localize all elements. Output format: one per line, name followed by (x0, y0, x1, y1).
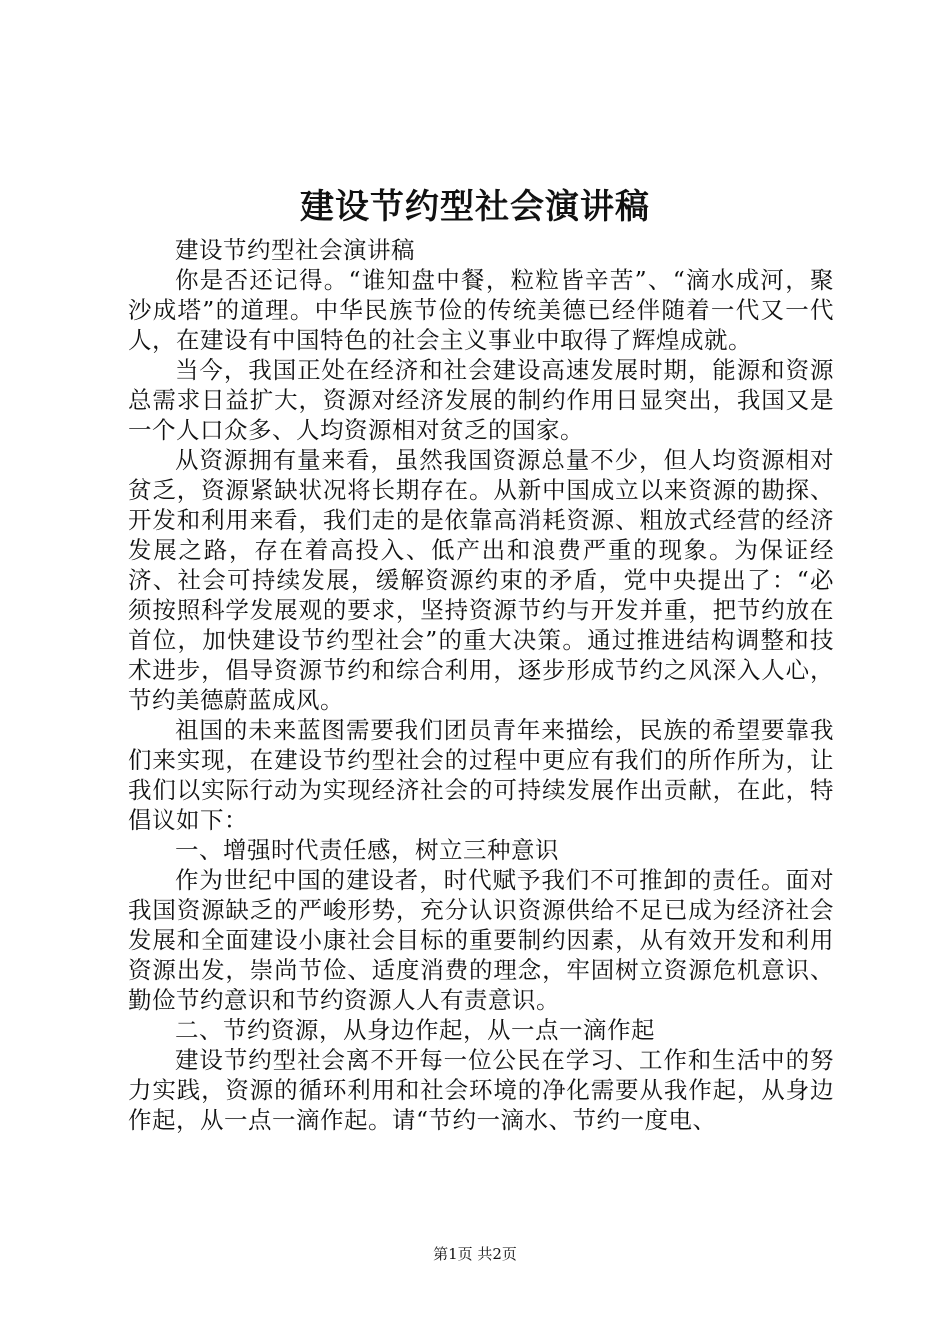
paragraph-resources: 从资源拥有量来看，虽然我国资源总量不少，但人均资源相对贫乏，资源紧缺状况将长期存在。从新中国成立以来资源的勘探、开发和利用来看，我们走的是依靠高消耗资源、粗放式经营的经济发展之路，存在着高投入、低产出和浪费严重的现象。为保证经济、社会可持续发展，缓解资源约束的矛盾，党中央提出了：“必须按照科学发展观的要求，坚持资源节约与开发并重，把节约放在首位，加快建设节约型社会”的重大决策。通过推进结构调整和技术进步，倡导资源节约和综合利用，逐步形成节约之风深入人心，节约美德蔚蓝成风。 (128, 446, 834, 714)
section-heading-1: 一、增强时代责任感，树立三种意识 (175, 836, 559, 864)
paragraph-intro: 你是否还记得。“谁知盘中餐，粒粒皆辛苦”、“滴水成河，聚沙成塔”的道理。中华民族节俭的传统美德已经伴随着一代又一代人，在建设有中国特色的社会主义事业中取得了辉煌成就。 (128, 266, 834, 354)
document-body (128, 235, 834, 1135)
paragraph-youth-call: 祖国的未来蓝图需要我们团员青年来描绘，民族的希望要靠我们来实现，在建设节约型社会的过程中更应有我们的所作所为，让我们以实际行动为实现经济社会的可持续发展作出贡献，在此，特倡议如下： (128, 716, 834, 834)
section-heading-2: 二、节约资源，从身边作起，从一点一滴作起 (175, 1016, 655, 1044)
paragraph-practice: 建设节约型社会离不开每一位公民在学习、工作和生活中的努力实践，资源的循环利用和社会环境的净化需要从我作起，从身边作起，从一点一滴作起。请“节约一滴水、节约一度电、 (128, 1046, 834, 1134)
paragraph-current-situation: 当今，我国正处在经济和社会建设高速发展时期，能源和资源总需求日益扩大，资源对经济发展的制约作用日显突出，我国又是一个人口众多、人均资源相对贫乏的国家。 (128, 356, 834, 444)
page-footer: 第1页 共2页 (433, 1245, 517, 1263)
document-title: 建设节约型社会演讲稿 (300, 187, 650, 227)
paragraph-responsibility: 作为世纪中国的建设者，时代赋予我们不可推卸的责任。面对我国资源缺乏的严峻形势，充分认识资源供给不足已成为经济社会发展和全面建设小康社会目标的重要制约因素，从有效开发和利用资源出发，崇尚节俭、适度消费的理念，牢固树立资源危机意识、勤俭节约意识和节约资源人人有责意识。 (128, 866, 834, 1014)
paragraph-subtitle: 建设节约型社会演讲稿 (175, 236, 415, 264)
